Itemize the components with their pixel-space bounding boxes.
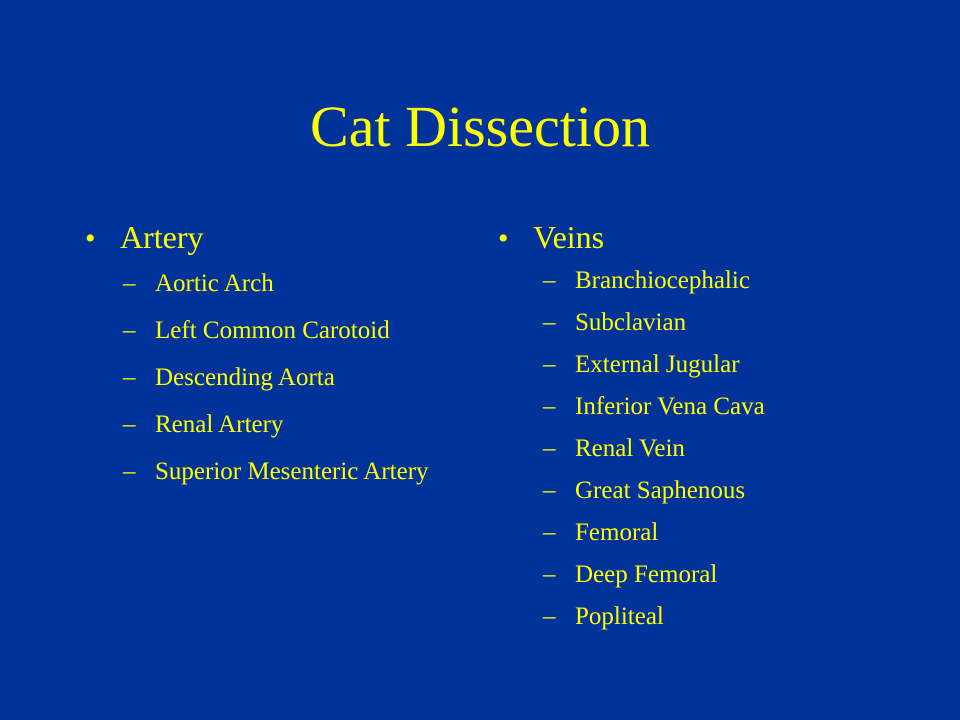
slide-title: Cat Dissection [310, 94, 650, 159]
dash-icon: – [543, 519, 556, 546]
list-item [123, 410, 485, 440]
list-item-label: Renal Artery [155, 411, 284, 438]
list-item-label: Descending Aorta [155, 364, 335, 391]
list-item [543, 308, 918, 338]
dash-icon: – [543, 393, 556, 420]
dash-icon: – [123, 317, 136, 344]
list-item [123, 363, 485, 393]
artery-heading [85, 212, 485, 264]
dash-icon: – [543, 477, 556, 504]
list-item [543, 266, 918, 296]
dash-icon: – [123, 458, 136, 485]
list-item-label: Renal Vein [575, 435, 685, 462]
list-item-label: Deep Femoral [575, 561, 718, 588]
dash-icon: – [543, 309, 556, 336]
list-item [543, 392, 918, 422]
list-item [543, 602, 918, 632]
bullet-icon: • [498, 222, 509, 255]
list-item-label: Popliteal [575, 603, 664, 630]
veins-column [498, 212, 918, 644]
list-item [543, 560, 918, 590]
artery-column [85, 212, 485, 504]
list-item-label: Left Common Carotoid [155, 317, 390, 344]
list-item [543, 476, 918, 506]
list-item-label: Superior Mesenteric Artery [155, 458, 429, 485]
list-item-label: Subclavian [575, 309, 687, 336]
veins-heading [498, 212, 918, 264]
veins-list [543, 266, 918, 632]
dash-icon: – [543, 351, 556, 378]
dash-icon: – [123, 364, 136, 391]
list-item-label: Femoral [575, 519, 659, 546]
dash-icon: – [543, 561, 556, 588]
list-item-label: Aortic Arch [155, 270, 274, 297]
dash-icon: – [123, 411, 136, 438]
artery-list [123, 269, 485, 487]
list-item [123, 457, 485, 487]
list-item-label: Inferior Vena Cava [575, 393, 765, 420]
list-item-label: Great Saphenous [575, 477, 746, 504]
dash-icon: – [543, 603, 556, 630]
veins-heading-label: Veins [533, 219, 605, 255]
dash-icon: – [543, 267, 556, 294]
bullet-icon: • [85, 222, 96, 255]
list-item [123, 269, 485, 299]
list-item [543, 518, 918, 548]
list-item [543, 350, 918, 380]
dash-icon: – [543, 435, 556, 462]
list-item-label: External Jugular [575, 351, 740, 378]
list-item [123, 316, 485, 346]
dash-icon: – [123, 270, 136, 297]
list-item-label: Branchiocephalic [575, 267, 750, 294]
artery-heading-label: Artery [120, 219, 204, 255]
list-item [543, 434, 918, 464]
